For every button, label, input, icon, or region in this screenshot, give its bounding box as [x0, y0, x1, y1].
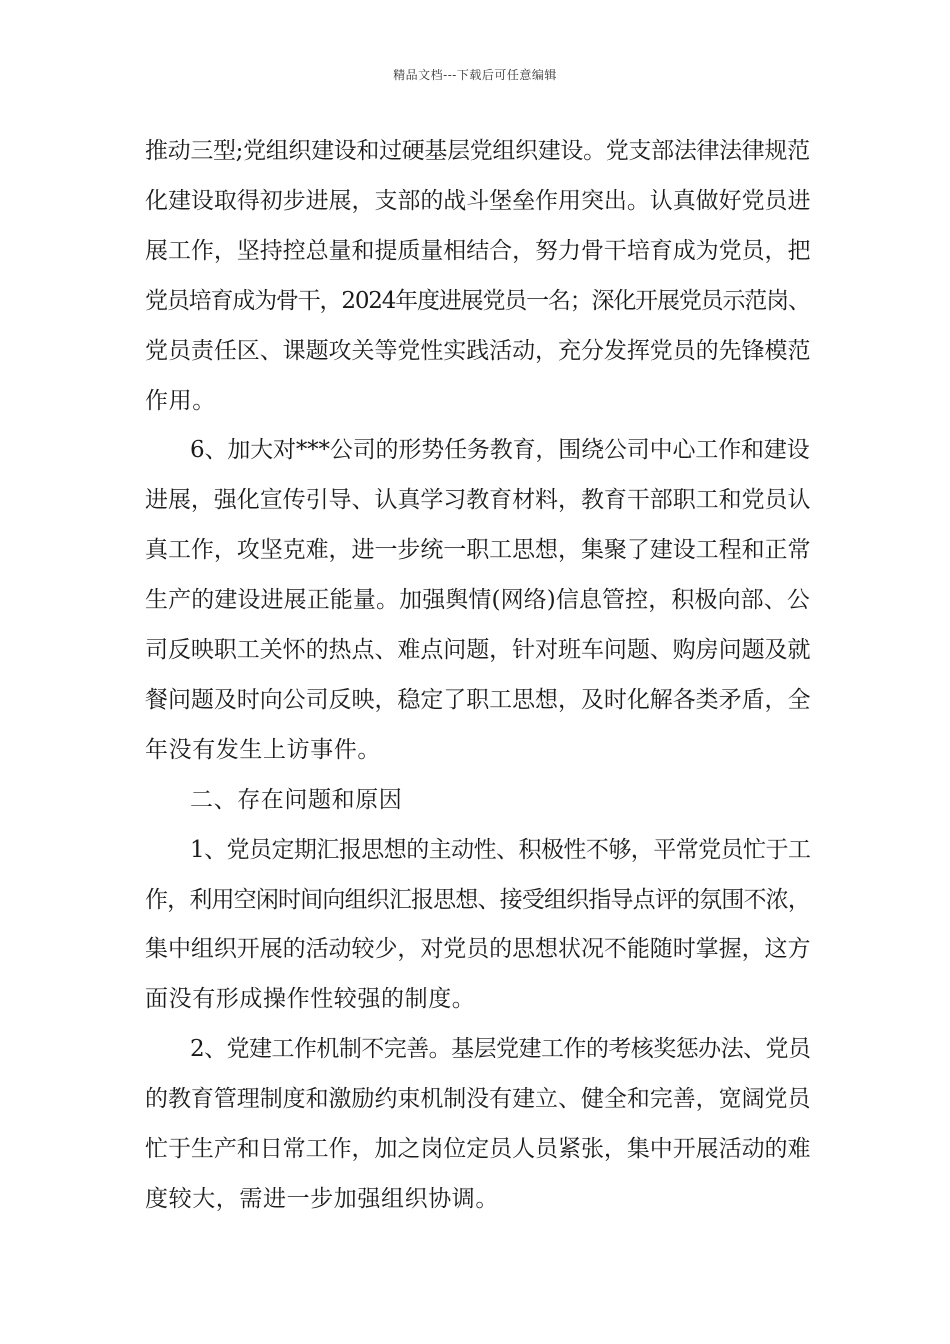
text-line: 忙于生产和日常工作，加之岗位定员人员紧张，集中开展活动的难	[145, 1136, 811, 1162]
text-line: 推动三型;党组织建设和过硬基层党组织建设。党支部法律法律规范	[145, 138, 810, 164]
text-line: 集中组织开展的活动较少，对党员的思想状况不能随时掌握，这方	[145, 936, 811, 962]
text-line: 党员责任区、课题攻关等党性实践活动，充分发挥党员的先锋模范	[145, 338, 811, 364]
text-line: 党员培育成为骨干，2024年度进展党员一名；深化开展党员示范岗、	[145, 288, 810, 314]
page-header: 精品文档---下载后可任意编辑	[393, 68, 557, 82]
text-line: 面没有形成操作性较强的制度。	[145, 986, 476, 1012]
text-line: 作，利用空闲时间向组织汇报思想、接受组织指导点评的氛围不浓，	[145, 887, 811, 913]
text-line: 司反映职工关怀的热点、难点问题，针对班车问题、购房问题及就	[145, 637, 811, 663]
text-line: 二、存在问题和原因	[190, 787, 403, 813]
text-line: 作用。	[145, 388, 216, 414]
text-line: 生产的建设进展正能量。加强舆情(网络)信息管控，积极向部、公	[145, 587, 810, 613]
text-line: 餐问题及时向公司反映，稳定了职工思想，及时化解各类矛盾，全	[145, 687, 811, 713]
text-line: 化建设取得初步进展，支部的战斗堡垒作用突出。认真做好党员进	[145, 188, 811, 214]
text-line: 的教育管理制度和激励约束机制没有建立、健全和完善，宽阔党员	[145, 1086, 811, 1112]
text-line: 真工作，攻坚克难，进一步统一职工思想，集聚了建设工程和正常	[145, 537, 811, 563]
text-line: 年没有发生上访事件。	[145, 737, 381, 763]
text-line: 2、党建工作机制不完善。基层党建工作的考核奖惩办法、党员	[190, 1036, 811, 1062]
text-line: 进展，强化宣传引导、认真学习教育材料，教育干部职工和党员认	[145, 487, 811, 513]
text-line: 1、党员定期汇报思想的主动性、积极性不够，平常党员忙于工	[190, 837, 811, 863]
text-line: 6、加大对***公司的形势任务教育，围绕公司中心工作和建设	[190, 437, 810, 463]
text-line: 度较大，需进一步加强组织协调。	[145, 1186, 499, 1212]
text-line: 展工作，坚持控总量和提质量相结合，努力骨干培育成为党员，把	[145, 238, 811, 264]
